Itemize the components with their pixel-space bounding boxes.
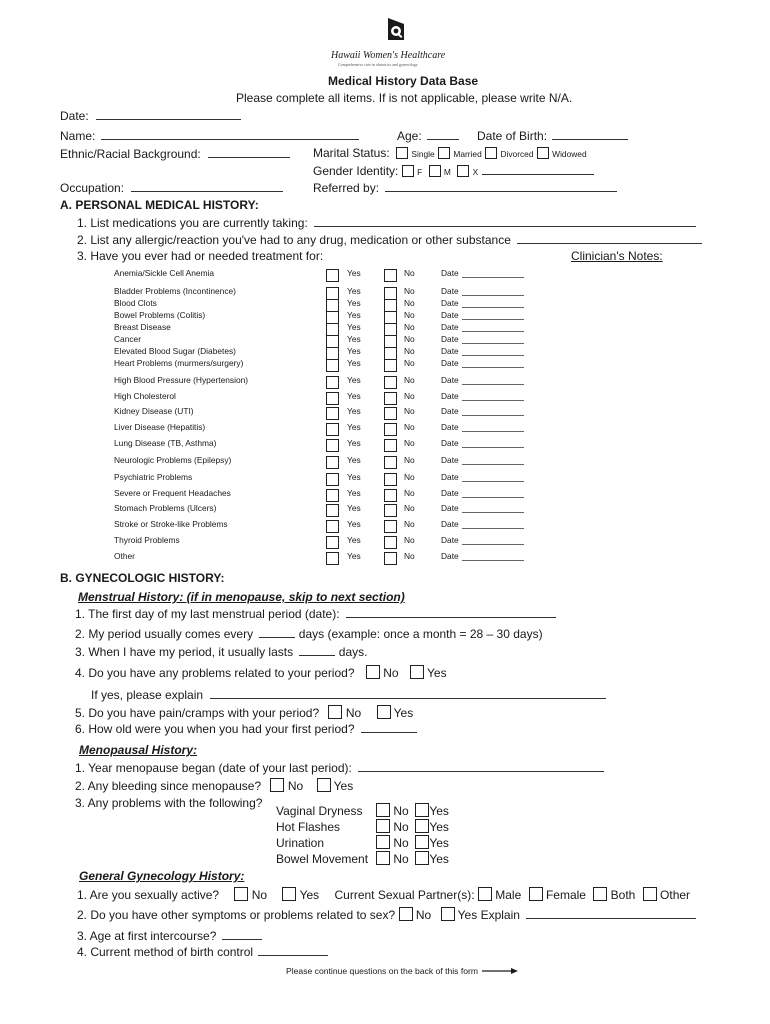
condition-name: Other bbox=[114, 551, 135, 561]
date-label: Date: bbox=[60, 109, 89, 123]
no-label: No bbox=[251, 888, 268, 902]
condition-name: Heart Problems (murmers/surgery) bbox=[114, 358, 244, 368]
last-period-label: 1. The first day of my last menstrual period (date): bbox=[75, 607, 340, 621]
yes-label: Yes bbox=[347, 268, 361, 278]
no-label: No bbox=[404, 422, 415, 432]
condition-date-field[interactable] bbox=[462, 343, 524, 344]
no-label: No bbox=[404, 519, 415, 529]
treatment-question: 3. Have you ever had or needed treatment for: bbox=[77, 249, 324, 263]
menopause-problem-yes-checkbox[interactable] bbox=[415, 851, 429, 865]
date-label: Date bbox=[441, 310, 459, 320]
condition-row bbox=[0, 375, 770, 389]
no-label: No bbox=[393, 852, 409, 866]
condition-row bbox=[0, 503, 770, 517]
clinician-notes-label: Clinician's Notes: bbox=[571, 249, 663, 263]
yes-label: Yes bbox=[347, 519, 361, 529]
condition-no-checkbox[interactable] bbox=[384, 456, 397, 469]
occupation-field[interactable] bbox=[131, 180, 283, 192]
section-a-title: A. PERSONAL MEDICAL HISTORY: bbox=[60, 198, 259, 212]
no-label: No bbox=[415, 908, 432, 922]
yes-label: Yes bbox=[347, 358, 361, 368]
date-label: Date bbox=[441, 298, 459, 308]
no-label: No bbox=[404, 488, 415, 498]
condition-yes-checkbox[interactable] bbox=[326, 552, 339, 565]
condition-name: Severe or Frequent Headaches bbox=[114, 488, 231, 498]
menopause-problem-name: Bowel Movement bbox=[276, 852, 369, 866]
condition-date-field[interactable] bbox=[462, 415, 524, 416]
marital-married-checkbox[interactable] bbox=[438, 147, 450, 159]
condition-yes-checkbox[interactable] bbox=[326, 407, 339, 420]
gender-x-checkbox[interactable] bbox=[457, 165, 469, 177]
condition-yes-checkbox[interactable] bbox=[326, 376, 339, 389]
condition-yes-checkbox[interactable] bbox=[326, 456, 339, 469]
condition-yes-checkbox[interactable] bbox=[326, 269, 339, 282]
menopause-problem-row bbox=[276, 851, 449, 866]
condition-row bbox=[0, 551, 770, 565]
referred-label: Referred by: bbox=[313, 181, 380, 195]
yes-label: Yes bbox=[429, 804, 449, 818]
date-label: Date bbox=[441, 375, 459, 385]
marital-option: Widowed bbox=[552, 149, 587, 159]
condition-date-field[interactable] bbox=[462, 384, 524, 385]
section-b-title: B. GYNECOLOGIC HISTORY: bbox=[60, 571, 225, 585]
date-label: Date bbox=[441, 535, 459, 545]
condition-row bbox=[0, 488, 770, 502]
date-label: Date bbox=[441, 286, 459, 296]
menopause-problem-yes-checkbox[interactable] bbox=[415, 835, 429, 849]
condition-row bbox=[0, 391, 770, 405]
condition-name: Breast Disease bbox=[114, 322, 171, 332]
condition-date-field[interactable] bbox=[462, 431, 524, 432]
no-label: No bbox=[404, 298, 415, 308]
period-problems-yes-checkbox[interactable] bbox=[410, 665, 424, 679]
no-label: No bbox=[404, 334, 415, 344]
logo bbox=[386, 16, 406, 42]
no-label: No bbox=[404, 455, 415, 465]
period-length-label: 3. When I have my period, it usually lasts bbox=[75, 645, 294, 659]
menopause-problem-no-checkbox[interactable] bbox=[376, 835, 390, 849]
medications-field[interactable] bbox=[314, 215, 696, 227]
yes-label: Yes bbox=[347, 406, 361, 416]
condition-no-checkbox[interactable] bbox=[384, 269, 397, 282]
no-label: No bbox=[404, 472, 415, 482]
no-label: No bbox=[345, 706, 362, 720]
cycle-field[interactable] bbox=[259, 626, 295, 638]
menopause-problem-name: Vaginal Dryness bbox=[276, 804, 363, 818]
age-label: Age: bbox=[397, 129, 422, 143]
condition-yes-checkbox[interactable] bbox=[326, 473, 339, 486]
condition-yes-checkbox[interactable] bbox=[326, 536, 339, 549]
menopause-problem-row bbox=[276, 803, 449, 818]
condition-no-checkbox[interactable] bbox=[384, 439, 397, 452]
cramps-label: 5. Do you have pain/cramps with your period? bbox=[75, 706, 320, 720]
condition-date-field[interactable] bbox=[462, 307, 524, 308]
condition-date-field[interactable] bbox=[462, 277, 524, 278]
date-label: Date bbox=[441, 438, 459, 448]
general-gyn-title: General Gynecology History: bbox=[79, 869, 245, 883]
explain-field[interactable] bbox=[210, 687, 606, 699]
yes-label: Yes bbox=[347, 334, 361, 344]
first-period-label: 6. How old were you when you had your first period? bbox=[75, 722, 355, 736]
org-tagline: Comprehensive care in obstetrics and gynecology bbox=[338, 62, 418, 67]
condition-date-field[interactable] bbox=[462, 528, 524, 529]
yes-label: Yes bbox=[347, 551, 361, 561]
gender-option: M bbox=[443, 167, 451, 177]
condition-date-field[interactable] bbox=[462, 481, 524, 482]
date-label: Date bbox=[441, 358, 459, 368]
yes-label: Yes bbox=[299, 888, 320, 902]
condition-no-checkbox[interactable] bbox=[384, 489, 397, 502]
no-label: No bbox=[404, 322, 415, 332]
condition-no-checkbox[interactable] bbox=[384, 473, 397, 486]
yes-label: Yes bbox=[347, 422, 361, 432]
condition-yes-checkbox[interactable] bbox=[326, 504, 339, 517]
condition-date-field[interactable] bbox=[462, 331, 524, 332]
ethnic-field[interactable] bbox=[208, 146, 290, 158]
yes-label: Yes bbox=[347, 438, 361, 448]
cycle-example: days (example: once a month = 28 – 30 days) bbox=[298, 627, 543, 641]
condition-date-field[interactable] bbox=[462, 319, 524, 320]
hwh-logo-icon bbox=[386, 16, 406, 42]
bleeding-yes-checkbox[interactable] bbox=[317, 778, 331, 792]
yes-label: Yes bbox=[347, 472, 361, 482]
marital-option: Divorced bbox=[500, 149, 534, 159]
date-label: Date bbox=[441, 391, 459, 401]
occupation-label: Occupation: bbox=[60, 181, 125, 195]
no-label: No bbox=[383, 666, 399, 680]
partner-female-checkbox[interactable] bbox=[529, 887, 543, 901]
date-label: Date bbox=[441, 472, 459, 482]
condition-yes-checkbox[interactable] bbox=[326, 489, 339, 502]
yes-label: Yes bbox=[347, 346, 361, 356]
gender-x-field[interactable] bbox=[482, 163, 594, 175]
condition-date-field[interactable] bbox=[462, 355, 524, 356]
gender-label: Gender Identity: bbox=[313, 164, 399, 178]
explain-label: If yes, please explain bbox=[91, 688, 204, 702]
no-label: No bbox=[393, 804, 409, 818]
condition-date-field[interactable] bbox=[462, 295, 524, 296]
condition-date-field[interactable] bbox=[462, 447, 524, 448]
condition-name: Psychiatric Problems bbox=[114, 472, 193, 482]
yes-label: Yes bbox=[347, 310, 361, 320]
condition-name: High Cholesterol bbox=[114, 391, 176, 401]
condition-yes-checkbox[interactable] bbox=[326, 439, 339, 452]
ethnic-label: Ethnic/Racial Background: bbox=[60, 147, 201, 161]
allergies-label: 2. List any allergic/reaction you've had to any drug, medication or other substance bbox=[77, 233, 511, 247]
condition-name: Liver Disease (Hepatitis) bbox=[114, 422, 206, 432]
condition-date-field[interactable] bbox=[462, 367, 524, 368]
condition-no-checkbox[interactable] bbox=[384, 536, 397, 549]
yes-label: Yes bbox=[347, 298, 361, 308]
no-label: No bbox=[404, 503, 415, 513]
first-intercourse-label: 3. Age at first intercourse? bbox=[77, 929, 217, 943]
menopause-year-label: 1. Year menopause began (date of your last period): bbox=[75, 761, 352, 775]
menopause-problem-row bbox=[276, 835, 449, 850]
condition-name: Kidney Disease (UTI) bbox=[114, 406, 194, 416]
yes-label: Yes bbox=[347, 391, 361, 401]
marital-label: Marital Status: bbox=[313, 146, 390, 160]
menopause-problem-no-checkbox[interactable] bbox=[376, 851, 390, 865]
date-label: Date bbox=[441, 455, 459, 465]
condition-name: Anemia/Sickle Cell Anemia bbox=[114, 268, 215, 278]
yes-label: Yes bbox=[429, 820, 449, 834]
menopause-problem-row bbox=[276, 819, 449, 834]
period-problems-no-checkbox[interactable] bbox=[366, 665, 380, 679]
footer-continue bbox=[286, 966, 520, 977]
condition-date-field[interactable] bbox=[462, 544, 524, 545]
sexually-active-label: 1. Are you sexually active? bbox=[77, 888, 220, 902]
cramps-yes-checkbox[interactable] bbox=[377, 705, 391, 719]
sex-problems-explain-field[interactable] bbox=[526, 907, 696, 919]
condition-row bbox=[0, 268, 770, 282]
condition-row bbox=[0, 406, 770, 420]
condition-row bbox=[0, 535, 770, 549]
medications-label: 1. List medications you are currently taking: bbox=[77, 216, 308, 230]
menopause-problem-yes-checkbox[interactable] bbox=[415, 819, 429, 833]
condition-yes-checkbox[interactable] bbox=[326, 359, 339, 372]
menstrual-history-title: Menstrual History: (if in menopause, skip to next section) bbox=[78, 590, 405, 604]
marital-option: Married bbox=[453, 149, 482, 159]
menopause-problem-name: Urination bbox=[276, 836, 325, 850]
partner-option: Male bbox=[495, 888, 522, 902]
condition-name: Lung Disease (TB, Asthma) bbox=[114, 438, 217, 448]
condition-no-checkbox[interactable] bbox=[384, 376, 397, 389]
cramps-no-checkbox[interactable] bbox=[328, 705, 342, 719]
no-label: No bbox=[404, 310, 415, 320]
allergies-field[interactable] bbox=[517, 232, 702, 244]
condition-yes-checkbox[interactable] bbox=[326, 392, 339, 405]
no-label: No bbox=[287, 779, 304, 793]
partner-other-checkbox[interactable] bbox=[643, 887, 657, 901]
menopausal-history-title: Menopausal History: bbox=[79, 743, 198, 757]
yes-label: Yes bbox=[393, 706, 414, 720]
sexually-active-yes-checkbox[interactable] bbox=[282, 887, 296, 901]
no-label: No bbox=[404, 406, 415, 416]
sex-problems-label: 2. Do you have other symptoms or problems related to sex? bbox=[77, 908, 396, 922]
condition-no-checkbox[interactable] bbox=[384, 504, 397, 517]
partner-both-checkbox[interactable] bbox=[593, 887, 607, 901]
condition-name: Bladder Problems (Incontinence) bbox=[114, 286, 236, 296]
yes-label: Yes bbox=[429, 852, 449, 866]
arrow-right-icon bbox=[480, 967, 520, 977]
condition-name: Thyroid Problems bbox=[114, 535, 180, 545]
org-name: Hawaii Women's Healthcare bbox=[331, 50, 446, 61]
no-label: No bbox=[393, 820, 409, 834]
period-length-field[interactable] bbox=[299, 644, 335, 656]
bleeding-label: 2. Any bleeding since menopause? bbox=[75, 779, 262, 793]
birth-control-label: 4. Current method of birth control bbox=[77, 945, 254, 959]
marital-widowed-checkbox[interactable] bbox=[537, 147, 549, 159]
menopause-problem-yes-checkbox[interactable] bbox=[415, 803, 429, 817]
date-field[interactable] bbox=[96, 108, 241, 120]
menopause-problem-name: Hot Flashes bbox=[276, 820, 341, 834]
condition-no-checkbox[interactable] bbox=[384, 407, 397, 420]
age-field[interactable] bbox=[427, 128, 459, 140]
cycle-label: 2. My period usually comes every bbox=[75, 627, 254, 641]
condition-row bbox=[0, 455, 770, 469]
condition-date-field[interactable] bbox=[462, 497, 524, 498]
condition-name: Cancer bbox=[114, 334, 141, 344]
condition-row bbox=[0, 438, 770, 452]
period-length-unit: days. bbox=[338, 645, 368, 659]
condition-date-field[interactable] bbox=[462, 512, 524, 513]
dob-label: Date of Birth: bbox=[477, 129, 548, 143]
condition-date-field[interactable] bbox=[462, 560, 524, 561]
period-problems-label: 4. Do you have any problems related to your period? bbox=[75, 666, 355, 680]
partner-label: Current Sexual Partner(s): bbox=[334, 888, 475, 902]
yes-label: Yes bbox=[333, 779, 354, 793]
date-label: Date bbox=[441, 406, 459, 416]
no-label: No bbox=[404, 268, 415, 278]
condition-name: High Blood Pressure (Hypertension) bbox=[114, 375, 249, 385]
gender-option: X bbox=[472, 167, 479, 177]
last-period-field[interactable] bbox=[346, 606, 556, 618]
no-label: No bbox=[404, 286, 415, 296]
menopause-year-field[interactable] bbox=[358, 760, 604, 772]
date-label: Date bbox=[441, 334, 459, 344]
date-label: Date bbox=[441, 503, 459, 513]
yes-label: Yes bbox=[429, 836, 449, 850]
partner-male-checkbox[interactable] bbox=[478, 887, 492, 901]
gender-f-checkbox[interactable] bbox=[402, 165, 414, 177]
condition-name: Stroke or Stroke-like Problems bbox=[114, 519, 228, 529]
condition-row bbox=[0, 472, 770, 486]
yes-label: Yes bbox=[347, 286, 361, 296]
condition-name: Elevated Blood Sugar (Diabetes) bbox=[114, 346, 236, 356]
condition-row bbox=[0, 358, 770, 372]
partner-option: Female bbox=[545, 888, 586, 902]
yes-label: Yes bbox=[347, 322, 361, 332]
no-label: No bbox=[404, 375, 415, 385]
no-label: No bbox=[404, 358, 415, 368]
no-label: No bbox=[404, 535, 415, 545]
condition-row bbox=[0, 422, 770, 436]
condition-row bbox=[0, 519, 770, 533]
condition-name: Stomach Problems (Ulcers) bbox=[114, 503, 217, 513]
no-label: No bbox=[393, 836, 409, 850]
menopause-problem-no-checkbox[interactable] bbox=[376, 803, 390, 817]
condition-no-checkbox[interactable] bbox=[384, 423, 397, 436]
form-title: Medical History Data Base bbox=[328, 74, 479, 88]
instructions: Please complete all items. If is not applicable, please write N/A. bbox=[236, 91, 573, 105]
yes-explain-label: Yes Explain bbox=[457, 908, 520, 922]
date-label: Date bbox=[441, 346, 459, 356]
date-label: Date bbox=[441, 551, 459, 561]
condition-no-checkbox[interactable] bbox=[384, 359, 397, 372]
date-label: Date bbox=[441, 268, 459, 278]
continue-text: Please continue questions on the back of this form bbox=[286, 966, 479, 976]
first-period-field[interactable] bbox=[361, 721, 417, 733]
date-label: Date bbox=[441, 488, 459, 498]
condition-name: Blood Clots bbox=[114, 298, 157, 308]
first-intercourse-field[interactable] bbox=[222, 928, 262, 940]
menopause-problem-no-checkbox[interactable] bbox=[376, 819, 390, 833]
no-label: No bbox=[404, 551, 415, 561]
marital-single-checkbox[interactable] bbox=[396, 147, 408, 159]
partner-option: Both bbox=[610, 888, 636, 902]
condition-date-field[interactable] bbox=[462, 464, 524, 465]
yes-label: Yes bbox=[347, 455, 361, 465]
gender-option: F bbox=[417, 167, 423, 177]
sex-problems-yes-checkbox[interactable] bbox=[441, 907, 455, 921]
name-label: Name: bbox=[60, 129, 96, 143]
condition-no-checkbox[interactable] bbox=[384, 520, 397, 533]
bleeding-no-checkbox[interactable] bbox=[270, 778, 284, 792]
condition-name: Bowel Problems (Colitis) bbox=[114, 310, 206, 320]
date-label: Date bbox=[441, 322, 459, 332]
birth-control-field[interactable] bbox=[258, 944, 328, 956]
no-label: No bbox=[404, 391, 415, 401]
yes-label: Yes bbox=[347, 375, 361, 385]
referred-field[interactable] bbox=[385, 180, 617, 192]
date-label: Date bbox=[441, 519, 459, 529]
gender-m-checkbox[interactable] bbox=[429, 165, 441, 177]
marital-divorced-checkbox[interactable] bbox=[485, 147, 497, 159]
yes-label: Yes bbox=[347, 535, 361, 545]
yes-label: Yes bbox=[347, 488, 361, 498]
condition-yes-checkbox[interactable] bbox=[326, 423, 339, 436]
condition-name: Neurologic Problems (Epilepsy) bbox=[114, 455, 232, 465]
menopause-problems-label: 3. Any problems with the following? bbox=[75, 796, 263, 810]
no-label: No bbox=[404, 438, 415, 448]
yes-label: Yes bbox=[427, 666, 447, 680]
dob-field[interactable] bbox=[552, 128, 628, 140]
yes-label: Yes bbox=[347, 503, 361, 513]
partner-option: Other bbox=[660, 888, 691, 902]
condition-date-field[interactable] bbox=[462, 400, 524, 401]
sex-problems-no-checkbox[interactable] bbox=[399, 907, 413, 921]
marital-option: Single bbox=[411, 149, 435, 159]
date-label: Date bbox=[441, 422, 459, 432]
no-label: No bbox=[404, 346, 415, 356]
sexually-active-no-checkbox[interactable] bbox=[234, 887, 248, 901]
name-field[interactable] bbox=[101, 128, 359, 140]
condition-no-checkbox[interactable] bbox=[384, 552, 397, 565]
condition-no-checkbox[interactable] bbox=[384, 392, 397, 405]
condition-yes-checkbox[interactable] bbox=[326, 520, 339, 533]
